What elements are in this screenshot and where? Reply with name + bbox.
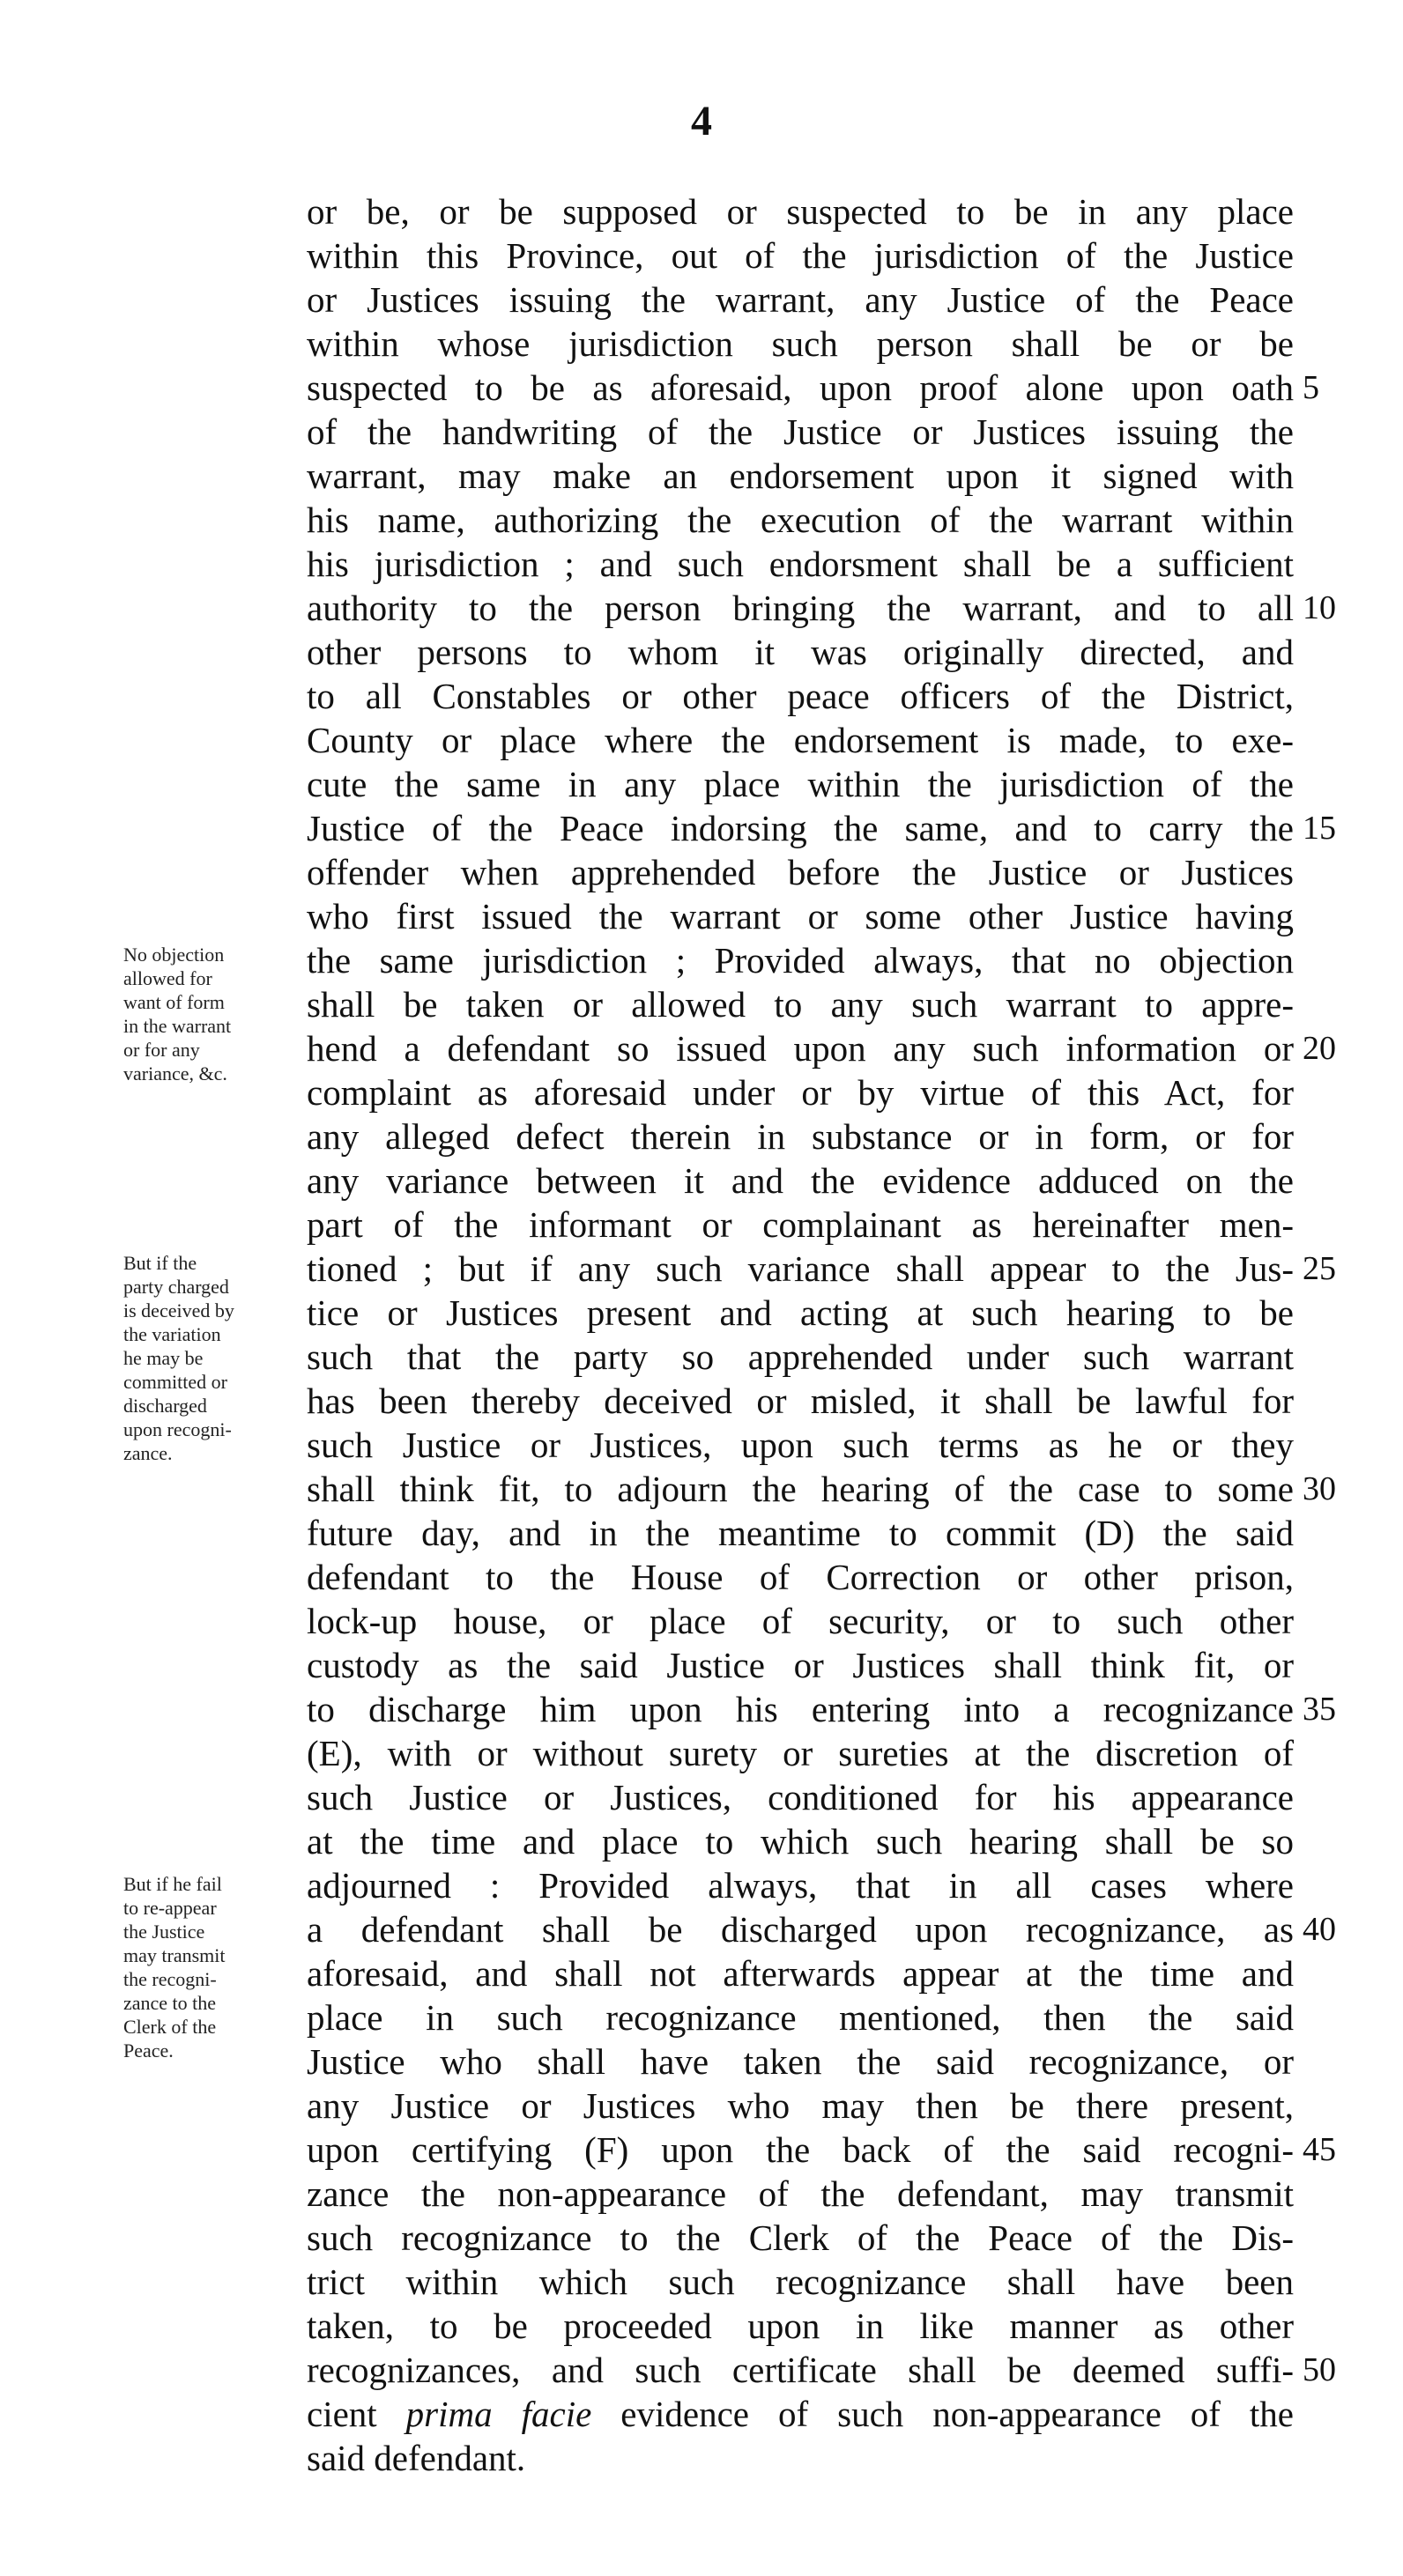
text-line: part of the informant or complainant as hereinafter men- [307, 1204, 1294, 1245]
text-line: to all Constables or other peace officers of the District, [307, 676, 1294, 716]
text-line: defendant to the House of Correction or other prison, [307, 1557, 1294, 1597]
text-line: said defendant. [307, 2438, 526, 2478]
text-line: suspected to be as aforesaid, upon proof alone upon oath [307, 367, 1294, 408]
text-line: tice or Justices present and acting at such hearing to be [307, 1292, 1294, 1333]
text-line: has been thereby deceived or misled, it shall be lawful for [307, 1381, 1294, 1421]
line-number: 40 [1303, 1911, 1336, 1948]
margin-note-variance: But if the party charged is deceived by the variation he may be committed or discharged upon recogni- zance. [123, 1252, 234, 1464]
text-line: tioned ; but if any such variance shall appear to the Jus- [307, 1248, 1294, 1289]
text-line: aforesaid, and shall not afterwards appear at the time and [307, 1953, 1294, 1994]
text-line: a defendant shall be discharged upon recognizance, as [307, 1909, 1294, 1950]
page-number: 4 [691, 98, 712, 144]
text-line: warrant, may make an endorsement upon it signed with [307, 455, 1294, 496]
text-line: Justice who shall have taken the said recognizance, or [307, 2041, 1294, 2082]
text-line: such that the party so apprehended under such warrant [307, 1336, 1294, 1377]
text-line: of the handwriting of the Justice or Justices issuing the [307, 411, 1294, 452]
text-line: offender when apprehended before the Justice or Justices [307, 852, 1294, 892]
text-line: cient prima facie evidence of such non-appearance of the [307, 2394, 1294, 2434]
text-line: Justice of the Peace indorsing the same, and to carry the [307, 808, 1294, 848]
text-line: County or place where the endorsement is made, to exe- [307, 720, 1294, 760]
margin-note-transmit-recognizance: But if he fail to re-appear the Justice may transmit the recogni- zance to the Clerk of the Peace. [123, 1873, 226, 2062]
text-line: lock-up house, or place of security, or to such other [307, 1601, 1294, 1641]
text-line: any variance between it and the evidence adduced on the [307, 1160, 1294, 1201]
text-line: shall think fit, to adjourn the hearing of the case to some [307, 1469, 1294, 1509]
text-line: (E), with or without surety or sureties at the discretion of [307, 1733, 1294, 1773]
text-line: his jurisdiction ; and such endorsment shall be a sufficient [307, 544, 1294, 584]
text-line: such Justice or Justices, upon such terms as he or they [307, 1425, 1294, 1465]
margin-note-no-objection: No objection allowed for want of form in the warrant or for any variance, &c. [123, 944, 232, 1084]
line-number: 35 [1303, 1691, 1336, 1728]
text-line: complaint as aforesaid under or by virtue of this Act, for [307, 1072, 1294, 1113]
text-line: adjourned : Provided always, that in all cases where [307, 1865, 1294, 1906]
text-line: at the time and place to which such hearing shall be so [307, 1821, 1294, 1862]
text-line: authority to the person bringing the warrant, and to all [307, 588, 1294, 628]
text-line: cute the same in any place within the jurisdiction of the [307, 764, 1294, 804]
text-line: custody as the said Justice or Justices shall think fit, or [307, 1645, 1294, 1685]
line-number: 10 [1303, 589, 1336, 626]
text-line: such recognizance to the Clerk of the Peace of the Dis- [307, 2217, 1294, 2258]
line-number: 30 [1303, 1470, 1336, 1507]
line-number: 50 [1303, 2351, 1336, 2388]
text-line: hend a defendant so issued upon any such information or [307, 1028, 1294, 1069]
text-line: other persons to whom it was originally directed, and [307, 632, 1294, 672]
text-line: or Justices issuing the warrant, any Justice of the Peace [307, 279, 1294, 320]
text-line: who first issued the warrant or some other Justice having [307, 896, 1294, 936]
line-number: 45 [1303, 2131, 1336, 2168]
text-line: shall be taken or allowed to any such warrant to appre- [307, 984, 1294, 1025]
line-number: 15 [1303, 810, 1336, 847]
text-line: zance the non-appearance of the defendant, may transmit [307, 2173, 1294, 2214]
line-number: 25 [1303, 1250, 1336, 1287]
text-line: such Justice or Justices, conditioned for his appearance [307, 1777, 1294, 1817]
text-line: his name, authorizing the execution of the warrant within [307, 500, 1294, 540]
text-line: any Justice or Justices who may then be there present, [307, 2085, 1294, 2126]
text-line: taken, to be proceeded upon in like manner as other [307, 2306, 1294, 2346]
text-line: any alleged defect therein in substance or in form, or for [307, 1116, 1294, 1157]
text-line: upon certifying (F) upon the back of the said recogni- [307, 2129, 1294, 2170]
text-line: recognizances, and such certificate shall be deemed suffi- [307, 2350, 1294, 2390]
text-line: or be, or be supposed or suspected to be in any place [307, 191, 1294, 232]
text-line: within whose jurisdiction such person shall be or be [307, 323, 1294, 364]
text-line: place in such recognizance mentioned, then the said [307, 1997, 1294, 2038]
text-line: to discharge him upon his entering into a recognizance [307, 1689, 1294, 1729]
text-line: trict within which such recognizance shall have been [307, 2261, 1294, 2302]
line-number: 5 [1303, 369, 1319, 406]
text-line: future day, and in the meantime to commit (D) the said [307, 1513, 1294, 1553]
text-line: within this Province, out of the jurisdiction of the Justice [307, 235, 1294, 276]
line-number: 20 [1303, 1030, 1336, 1067]
text-line: the same jurisdiction ; Provided always, that no objection [307, 940, 1294, 981]
